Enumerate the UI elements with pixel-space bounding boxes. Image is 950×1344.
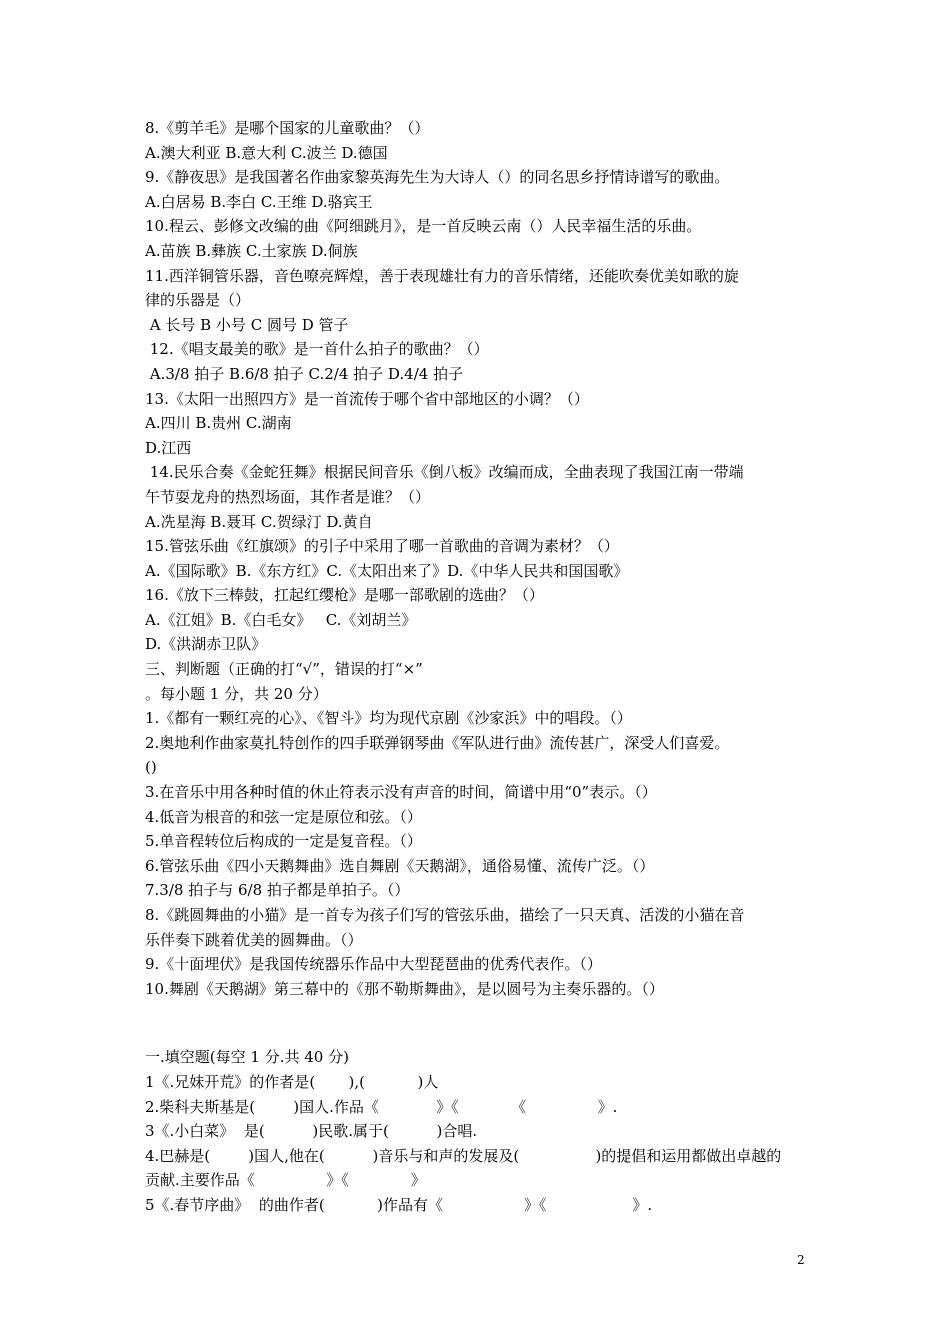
question-11: 11.西洋铜管乐器，音色嘹亮辉煌，善于表现雄壮有力的音乐情绪，还能吹奏优美如歌的旋 — [145, 266, 739, 285]
question-16-options: A.《江姐》B.《白毛女》 C.《刘胡兰》 — [145, 610, 417, 629]
question-9-options: A.白居易 B.李白 C.王维 D.骆宾王 — [145, 192, 373, 211]
question-16-option-d: D.《洪湖赤卫队》 — [145, 635, 267, 654]
section-1-heading: 一.填空题(每空 1 分.共 40 分) — [145, 1048, 349, 1067]
judge-8: 8.《跳圆舞曲的小猫》是一首专为孩子们写的管弦乐曲，描绘了一只天真、活泼的小猫在音 — [145, 906, 745, 924]
question-13-options: A.四川 B.贵州 C.湖南 — [145, 414, 292, 433]
judge-3: 3.在音乐中用各种时值的休止符表示没有声音的时间，简谱中用“0”表示。（） — [145, 783, 657, 802]
page-number: 2 — [797, 1253, 805, 1267]
judge-4: 4.低音为根音的和弦一定是原位和弦。（） — [145, 807, 422, 826]
blank-line — [145, 1001, 813, 1045]
judge-2-continued: () — [145, 758, 157, 777]
judge-8-continued: 乐伴奏下跳着优美的圆舞曲。（） — [145, 930, 363, 949]
question-14-continued: 午节耍龙舟的热烈场面，其作者是谁？（） — [145, 487, 431, 506]
question-11-continued: 律的乐器是（） — [145, 291, 251, 310]
judge-1: 1.《都有一颗红亮的心》、《智斗》均为现代京剧《沙家浜》中的唱段。（） — [145, 709, 632, 728]
question-10-options: A.苗族 B.彝族 C.土家族 D.侗族 — [145, 241, 358, 260]
fill-1: 1《.兄妹开荒》的作者是( ),( )人 — [145, 1072, 439, 1091]
question-12-options: A.3/8 拍子 B.6/8 拍子 C.2/4 拍子 D.4/4 拍子 — [145, 364, 464, 383]
question-11-options: A 长号 B 小号 C 圆号 D 管子 — [145, 315, 349, 334]
judge-10: 10.舞剧《天鹅湖》第三幕中的《那不勒斯舞曲》，是以圆号为主奏乐器的。（） — [145, 979, 664, 998]
question-13-option-d: D.江西 — [145, 438, 192, 457]
question-13: 13.《太阳一出照四方》是一首流传于哪个省中部地区的小调？（） — [145, 389, 589, 408]
document-body — [145, 116, 813, 1218]
question-15: 15.管弦乐曲《红旗颂》的引子中采用了哪一首歌曲的音调为素材？（） — [145, 537, 619, 556]
question-9: 9.《静夜思》是我国著名作曲家黎英海先生为大诗人（）的同名思乡抒情诗谱写的歌曲。 — [145, 168, 730, 187]
fill-5: 5《.春节序曲》 的曲作者( )作品有《 》《 》. — [145, 1195, 653, 1214]
question-16: 16.《放下三棒鼓，扛起红缨枪》是哪一部歌剧的选曲？（） — [145, 586, 544, 605]
section-3-heading-continued: 。每小题 1 分，共 20 分） — [145, 684, 328, 703]
judge-2: 2.奥地利作曲家莫扎特创作的四手联弹钢琴曲《军队进行曲》流传甚广，深受人们喜爱。 — [145, 733, 730, 752]
question-14-options: A.冼星海 B.聂耳 C.贺绿汀 D.黄自 — [145, 512, 373, 531]
judge-6: 6.管弦乐曲《四小天鹅舞曲》选自舞剧《天鹅湖》，通俗易懂、流传广泛。（） — [145, 856, 655, 875]
question-8-options: A.澳大利亚 B.意大利 C.波兰 D.德国 — [145, 143, 388, 162]
judge-7: 7.3/8 拍子与 6/8 拍子都是单拍子。（） — [145, 881, 410, 900]
section-3-heading: 三、判断题（正确的打“√”，错误的打“×” — [145, 660, 423, 679]
fill-3: 3《.小白菜》 是( )民歌.属于( )合唱. — [145, 1122, 478, 1141]
fill-2: 2.柴科夫斯基是( )国人.作品《 》《 《 》. — [145, 1097, 618, 1116]
judge-9: 9.《十面埋伏》是我国传统器乐作品中大型琵琶曲的优秀代表作。（） — [145, 955, 602, 974]
judge-5: 5.单音程转位后构成的一定是复音程。（） — [145, 832, 422, 851]
fill-4: 4.巴赫是( )国人,他在( )音乐与和声的发展及( )的提倡和运用都做出卓越的 — [145, 1146, 782, 1165]
question-8: 8.《剪羊毛》是哪个国家的儿童歌曲？（） — [145, 119, 430, 137]
question-14: 14.民乐合奏《金蛇狂舞》根据民间音乐《倒八板》改编而成，全曲表现了我国江南一带端 — [145, 463, 744, 482]
question-15-options: A.《国际歌》B.《东方红》C.《太阳出来了》D.《中华人民共和国国歌》 — [145, 561, 629, 580]
fill-4-continued: 贡献.主要作品《 》《 》 — [145, 1171, 426, 1190]
question-12: 12.《唱支最美的歌》是一首什么拍子的歌曲？（） — [145, 340, 489, 359]
question-10: 10.程云、彭修文改编的曲《阿细跳月》，是一首反映云南（）人民幸福生活的乐曲。 — [145, 217, 702, 236]
